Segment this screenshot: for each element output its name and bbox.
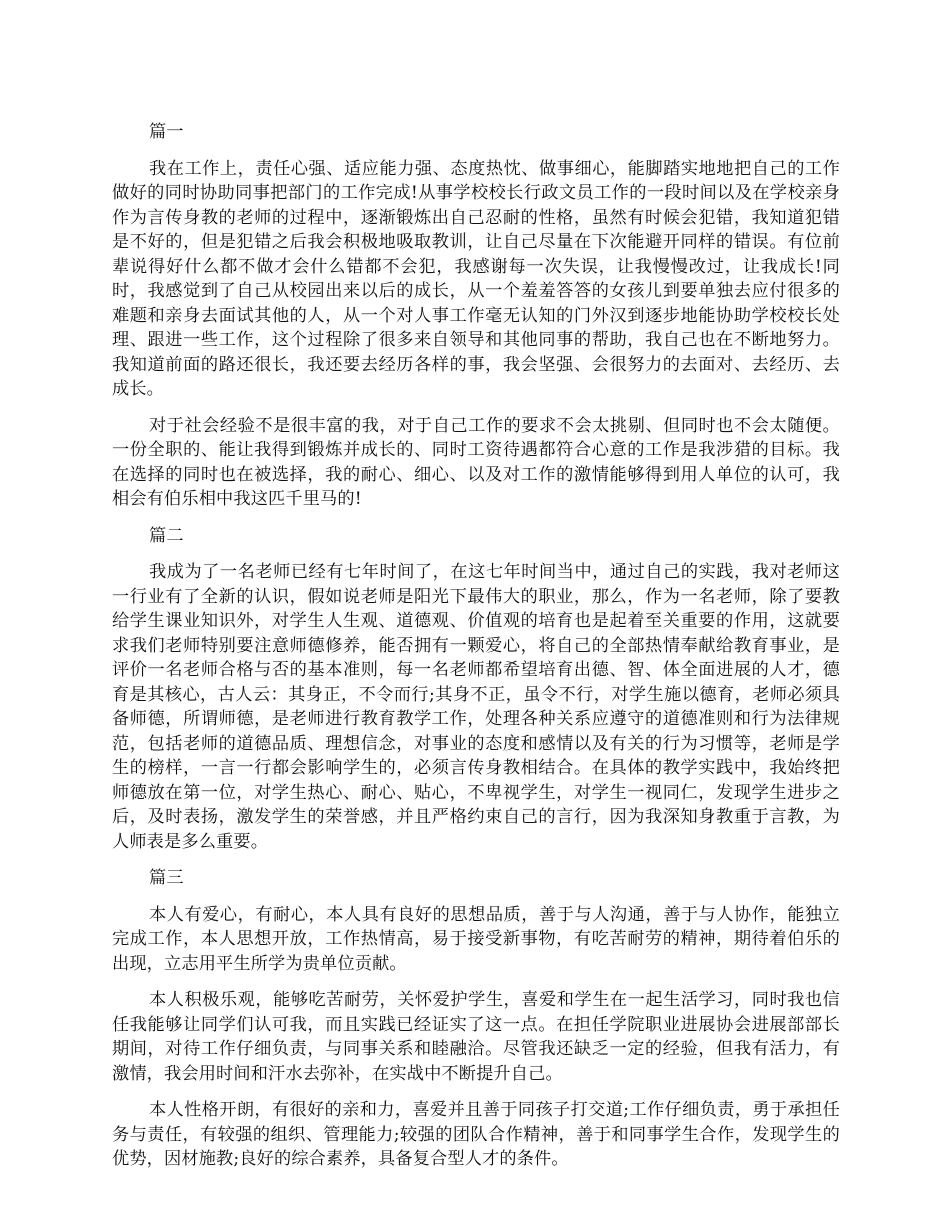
section-3 [112, 866, 840, 1172]
paragraph: 本人积极乐观，能够吃苦耐劳，关怀爱护学生，喜爱和学生在一起生活学习，同时我也信任我能够让同学们认可我，而且实践已经证实了这一点。在担任学院职业进展协会进展部部长期间，对待工作仔细负责，与同事关系和睦融洽。尽管我还缺乏一定的经验，但我有活力，有激情，我会用时间和汗水去弥补，在实战中不断提升自己。 [112, 990, 840, 1084]
document-page [112, 120, 840, 1172]
paragraph: 本人性格开朗，有很好的亲和力，喜爱并且善于同孩子打交道;工作仔细负责，勇于承担任务与责任，有较强的组织、管理能力;较强的团队合作精神，善于和同事学生合作，发现学生的优势，因材施教;良好的综合素养，具备复合型人才的条件。 [112, 1100, 840, 1169]
section-title: 篇三 [149, 868, 184, 888]
paragraph: 我成为了一名老师已经有七年时间了，在这七年时间当中，通过自己的实践，我对老师这一行业有了全新的认识，假如说老师是阳光下最伟大的职业，那么，作为一名老师，除了要教给学生课业知识外，对学生人生观、道德观、价值观的培育也是起着至关重要的作用，这就要求我们老师特别要注意师德修养，能否拥有一颗爱心，将自己的全部热情奉献给教育事业，是评价一名老师合格与否的基本准则，每一名老师都希望培育出德、智、体全面进展的人才，德育是其核心，古人云：其身正，不令而行;其身不正，虽令不行，对学生施以德育，老师必须具备师德，所谓师德，是老师进行教育教学工作，处理各种关系应遵守的道德准则和行为法律规范，包括老师的道德品质、理想信念，对事业的态度和感情以及有关的行为习惯等，老师是学生的榜样，一言一行都会影响学生的，必须言传身教相结合。在具体的教学实践中，我始终把师德放在第一位，对学生热心、耐心、贴心，不卑视学生，对学生一视同仁，发现学生进步之后，及时表扬，激发学生的荣誉感，并且严格约束自己的言行，因为我深知身教重于言教，为人师表是多么重要。 [112, 562, 840, 852]
section-title: 篇二 [149, 525, 184, 546]
paragraph: 我在工作上，责任心强、适应能力强、态度热忱、做事细心，能脚踏实地地把自己的工作做好的同时协助同事把部门的工作完成!从事学校校长行政文员工作的一段时间以及在学校亲身作为言传身教的老师的过程中，逐渐锻炼出自己忍耐的性格，虽然有时候会犯错，我知道犯错是不好的，但是犯错之后我会积极地吸取教训，让自己尽量在下次能避开同样的错误。有位前辈说得好什么都不做才会什么错都不会犯，我感谢每一次失误，让我慢慢改过，让我成长!同时，我感觉到了自己从校园出来以后的成长，从一个羞羞答答的女孩儿到要单独去应付很多的难题和亲身去面试其他的人，从一个对人事工作毫无认知的门外汉到逐步地能协助学校校长处理、跟进一些工作，这个过程除了很多来自领导和其他同事的帮助，我自己也在不断地努力。 我知道前面的路还很长，我还要去经历各样的事，我会坚强、会很努力的去面对、去经历、去成长。 [112, 158, 840, 399]
section-1 [112, 120, 840, 512]
paragraph: 对于社会经验不是很丰富的我，对于自己工作的要求不会太挑剔、但同时也不会太随便。一份全职的、能让我得到锻炼并成长的、同时工资待遇都符合心意的工作是我涉猎的目标。我在选择的同时也在被选择，我的耐心、细心、以及对工作的激情能够得到用人单位的认可，我相会有伯乐相中我这匹千里马的! [112, 415, 840, 509]
paragraph: 本人有爱心，有耐心，本人具有良好的思想品质，善于与人沟通，善于与人协作，能独立完成工作，本人思想开放，工作热情高，易于接受新事物，有吃苦耐劳的精神，期待着伯乐的出现，立志用平生所学为贵单位贡献。 [112, 904, 840, 974]
section-2 [112, 524, 840, 855]
section-title: 篇一 [149, 122, 184, 142]
